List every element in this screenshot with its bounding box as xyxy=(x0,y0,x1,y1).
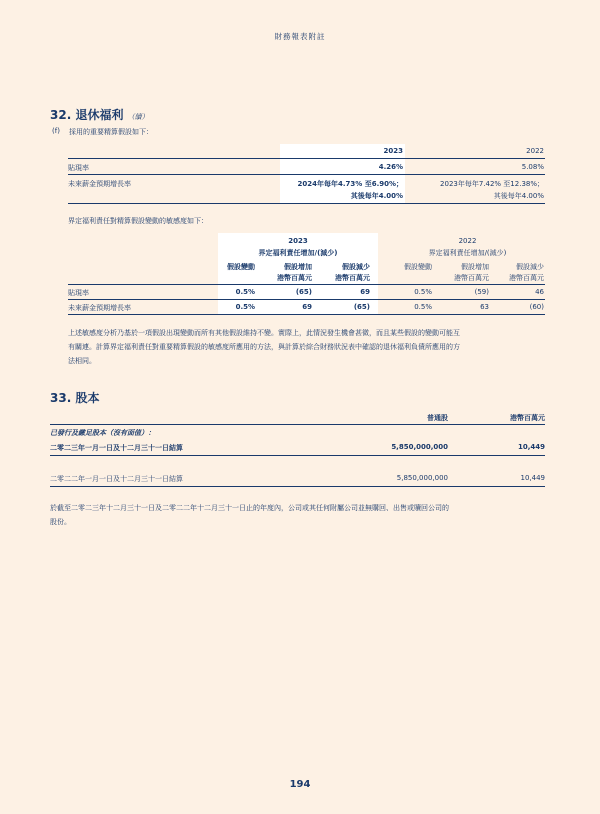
section-33-heading xyxy=(50,389,99,406)
t1-row-rule xyxy=(68,174,545,175)
s33-amount: 10,449 xyxy=(520,474,545,482)
s33-bottom-rule xyxy=(50,486,545,487)
t1-bottom-rule xyxy=(68,203,545,204)
section-number: 32. xyxy=(50,108,72,122)
t2-cell: 0.5% xyxy=(235,288,255,296)
t1-cell-2022: 其後每年4.00% xyxy=(493,192,544,200)
s33-shares: 5,850,000,000 xyxy=(391,443,448,451)
t2-cell: 46 xyxy=(535,288,544,296)
t2-col-decrease-unit: 港幣百萬元 xyxy=(509,274,544,282)
t1-header-2023: 2023 xyxy=(383,147,403,155)
t1-cell-2022: 5.08% xyxy=(521,163,544,171)
page-number: 194 xyxy=(289,779,311,790)
issued-capital-subheading: 已發行及繳足股本（沒有面值）： xyxy=(50,429,155,437)
t2-header-rule xyxy=(68,284,545,285)
t2-col-increase-unit: 港幣百萬元 xyxy=(277,274,312,282)
running-header: 財務報表附註 xyxy=(274,32,326,41)
t2-row-label: 貼現率 xyxy=(68,289,89,297)
s33-shares: 5,850,000,000 xyxy=(396,474,448,482)
continued-note: （續） xyxy=(127,113,149,121)
item-f-marker: (f) xyxy=(52,127,60,135)
section-32-heading xyxy=(50,106,149,123)
section-number: 33. xyxy=(50,391,72,405)
t2-col-increase-unit: 港幣百萬元 xyxy=(454,274,489,282)
section-title: 退休福利 xyxy=(75,108,124,122)
t2-cell: 69 xyxy=(360,288,370,296)
t1-cell-2023: 4.26% xyxy=(378,163,403,171)
t1-header-rule xyxy=(68,158,545,159)
t2-col-change: 假設變動 xyxy=(227,263,255,271)
col-ordinary-shares: 普通股 xyxy=(427,414,448,422)
paragraph-line: 股份。 xyxy=(50,518,71,526)
t1-row-label: 貼現率 xyxy=(68,164,89,172)
t2-col-decrease: 假設減少 xyxy=(342,263,370,271)
t1-header-2022: 2022 xyxy=(526,147,544,155)
t2-year-2022: 2022 xyxy=(458,237,477,245)
share-buyback-note xyxy=(50,501,550,529)
t1-cell-2023: 2024年每年4.73% 至6.90%； xyxy=(297,180,403,188)
t2-bottom-rule xyxy=(68,314,545,315)
paragraph-line: 於截至二零二三年十二月三十一日及二零二二年十二月三十一日止的年度內，公司或其任何附屬公司並無購回、出售或贖回公司的 xyxy=(50,504,449,512)
t1-cell-2022: 2023年每年7.42% 至12.38%； xyxy=(440,180,544,188)
paragraph-line: 上述敏感度分析乃基於一項假設出現變動而所有其他假設維持不變。實際上，此情況發生機會甚微，而且某些假設的變動可能互 xyxy=(68,329,460,337)
t2-col-increase: 假設增加 xyxy=(284,263,312,271)
t2-cell: 69 xyxy=(302,303,312,311)
t2-cell: 0.5% xyxy=(414,288,432,296)
t2-cell: (60) xyxy=(529,303,544,311)
t2-subheader-2023: 界定福利責任增加/(減少) xyxy=(258,249,338,257)
s33-row-rule xyxy=(50,455,545,456)
s33-amount: 10,449 xyxy=(517,443,545,451)
t2-cell: 0.5% xyxy=(414,303,432,311)
t2-col-decrease: 假設減少 xyxy=(516,263,544,271)
t2-col-change: 假設變動 xyxy=(404,263,432,271)
col-hkd-million: 港幣百萬元 xyxy=(510,414,545,422)
t2-row-label: 未來薪金預期增長率 xyxy=(68,304,131,312)
t2-col-increase: 假設增加 xyxy=(461,263,489,271)
t2-cell: 63 xyxy=(480,303,489,311)
item-f-text: 採用的重要精算假設如下： xyxy=(69,128,153,136)
s33-row-label: 二零二二年一月一日及十二月三十一日結算 xyxy=(50,475,183,483)
t2-year-2023: 2023 xyxy=(288,237,308,245)
sensitivity-note xyxy=(68,326,548,368)
t2-cell: (59) xyxy=(474,288,489,296)
t2-subheader-2022: 界定福利責任增加/(減少) xyxy=(428,249,507,257)
s33-row-label: 二零二三年一月一日及十二月三十一日結算 xyxy=(50,444,183,452)
paragraph-line: 法相同。 xyxy=(68,357,96,365)
t2-cell: 0.5% xyxy=(235,303,255,311)
t2-cell: (65) xyxy=(353,303,370,311)
t1-cell-2023: 其後每年4.00% xyxy=(350,192,403,200)
t2-cell: (65) xyxy=(295,288,312,296)
paragraph-line: 有關連。計算界定福利責任對重要精算假設的敏感度所應用的方法，與計算於綜合財務狀況表中確認的退休福利負債所應用的方 xyxy=(68,343,460,351)
s33-header-rule xyxy=(50,424,545,425)
sensitivity-intro: 界定福利責任對精算假設變動的敏感度如下： xyxy=(68,217,208,225)
section-title: 股本 xyxy=(75,391,100,405)
t1-row-label: 未來薪金預期增長率 xyxy=(68,180,131,188)
t2-col-decrease-unit: 港幣百萬元 xyxy=(335,274,370,282)
t2-row-rule xyxy=(68,299,545,300)
